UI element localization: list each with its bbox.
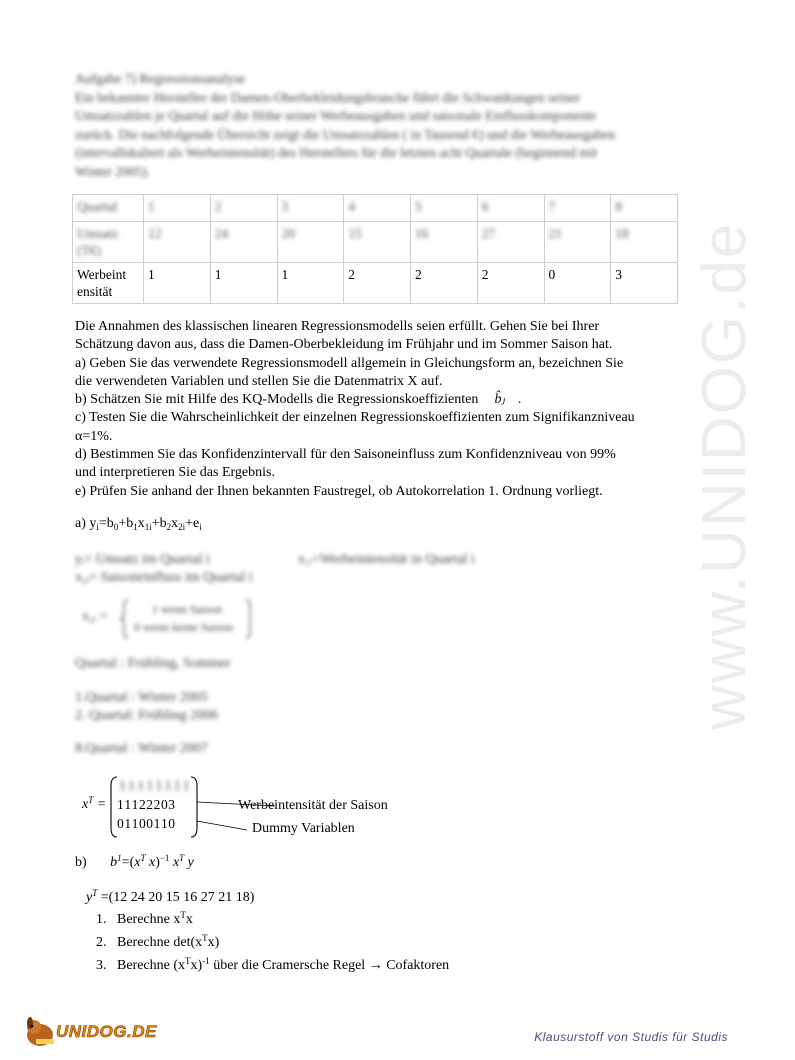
model-equation: a) $y_i=b_0+b_1x_{1i}+b_2x_{2i}+e_i$ [75,516,202,532]
table-cell: 3 [611,263,678,304]
table-cell: 7 [544,195,611,222]
annotation-werbeintensitaet: Werbeintensität der Saison [238,798,388,813]
table-cell: 6 [477,195,544,222]
intro-line: zurück. Die nachfolgende Übersicht zeigt die Umsatzzahlen ( in Tausend €) und die Werbeausgaben [75,126,616,142]
task-line: e) Prüfen Sie anhand der Ihnen bekannten Faustregel, ob Autokorrelation 1. Ordnung vorliegt. [75,483,603,499]
dummy-definition: x₂ᵢ = 1 wenn Saison 0 wenn keine Saison [82,598,252,640]
logo-text: UNIDOG.DE [56,1022,157,1041]
quarter-data-table [72,194,678,304]
table-cell: 0 [544,263,611,304]
table-cell: 16 [411,222,478,263]
svg-text:www.UNIDOG.de: www.UNIDOG.de [690,221,759,730]
quarter-1-note: 1.Quartal : Winter 2005 [75,690,208,705]
problem-intro [75,70,685,181]
matrix-label: $x^T$ = [82,795,107,812]
matrix-row-1: 1 1 1 1 1 1 1 1 [119,778,190,793]
table-cell: 24 [210,222,277,263]
table-cell: 1 [277,263,344,304]
table-cell: 3 [277,195,344,222]
footer-tagline: Klausurstoff von Studis für Studis [534,1030,728,1044]
table-cell: 2 [344,263,411,304]
task-line: a) Geben Sie das verwendete Regressionsmodell allgemein in Gleichungsform an, bezeichnen Sie [75,355,624,371]
task-line: α=1%. [75,428,113,444]
matrix-row-2: 1 1 1 2 2 2 0 3 [117,797,174,812]
row-header: Quartal [73,195,144,222]
list-item: 2. Berechne $\det(x^Tx)$ [96,933,220,950]
table-cell: 15 [344,222,411,263]
ols-formula: b) $b^1=(x^T$ x)$^{-1}$ $x^T$ y [75,853,194,870]
list-item: 1. Berechne $x^Tx$ [96,910,193,927]
y-vector: $y^T =(12$ 24 20 15 16 27 21 18) [86,888,255,905]
intro-line: (intervallskaliert als Werbeintensität) des Herstellers für die letzten acht Quartale (beginnend mit [75,145,598,160]
table-row [73,222,678,263]
table-cell: 1 [210,263,277,304]
intro-line: Umsatzzahlen je Quartal auf die Höhe seiner Werbeausgaben und saisonale Einflusskomponente [75,108,597,123]
table-cell: 1 [144,195,211,222]
problem-title: Aufgabe 7) Regressionsanalyse [75,71,246,86]
quarter-2-note: 2. Quartal: Frühling 2006 [75,708,219,723]
table-cell: 8 [611,195,678,222]
dog-icon [22,1013,58,1049]
intro-line: Ein bekannter Hersteller der Damen-Oberbekleidungsbranche führt die Schwankungen seiner [75,89,581,105]
table-cell: 1 [144,263,211,304]
list-item: 3. Berechne $(x^Tx)^{-1}$ über die Cramersche Regel → Cofaktoren [96,956,450,973]
table-cell: 21 [544,222,611,263]
table-cell: 2 [210,195,277,222]
row-header: Werbeint ensität [73,263,144,304]
b-hat-symbol: b̂ⱼ [494,392,506,408]
task-line: die verwendeten Variablen und stellen Sie die Datenmatrix X auf. [75,373,443,389]
table-cell: 20 [277,222,344,263]
calc-steps [96,906,449,975]
var-def-y: yᵢ= Umsatz im Quartal i [75,552,210,567]
task-line: d) Bestimmen Sie das Konfidenzintervall für den Saisoneinfluss zum Konfidenzniveau von 99% [75,447,616,463]
table-cell: 12 [144,222,211,263]
table-row [73,263,678,304]
var-def-x2: x₂ᵢ= Saisoneinfluss im Quartal i [75,570,253,585]
intro-line: Winter 2005). [75,163,151,179]
task-list [75,318,685,501]
table-cell: 2 [411,263,478,304]
task-b: b) Schätzen Sie mit Hilfe des KQ-Modells die Regressionskoeffizienten b̂ⱼ . [75,391,685,409]
row-header: Umsatz (T€) [73,222,144,263]
table-row [73,195,678,222]
table-cell: 5 [411,195,478,222]
annotation-dummy: Dummy Variablen [252,821,355,836]
task-line: Die Annahmen des klassischen linearen Regressionsmodells seien erfüllt. Gehen Sie bei Ihrer [75,319,600,334]
var-def-x1: x₁ᵢ=Werbeintensität in Quartal i [298,552,475,567]
quarter-8-note: 8.Quartal : Winter 2007 [75,741,208,756]
table-cell: 4 [344,195,411,222]
unidog-watermark [625,221,795,740]
matrix-row-3: 0 1 1 0 0 1 1 0 [117,816,174,831]
season-note: Quartal : Frühling, Sommer [75,656,231,671]
task-line: und interpretieren Sie das Ergebnis. [75,465,275,481]
task-line: c) Testen Sie die Wahrscheinlichkeit der einzelnen Regressionskoeffizienten zum Signifikanzniveau [75,410,635,426]
table-cell: 27 [477,222,544,263]
table-cell: 18 [611,222,678,263]
task-line: Schätzung davon aus, dass die Damen-Oberbekleidung im Frühjahr und im Sommer Saison hat. [75,337,613,353]
unidog-logo [22,1013,157,1049]
table-cell: 2 [477,263,544,304]
